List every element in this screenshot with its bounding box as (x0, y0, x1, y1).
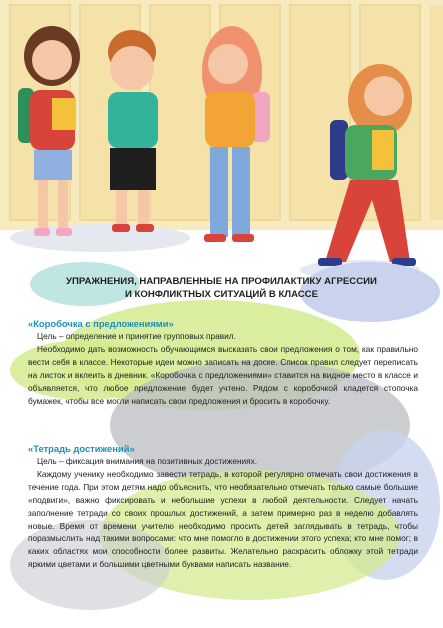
page-title-line2: И КОНФЛИКТНЫХ СИТУАЦИЙ В КЛАССЕ (124, 288, 319, 300)
section1-heading: «Коробочка с предложениями» (28, 318, 174, 329)
section1-paragraph-text: Необходимо дать возможность обучающимся высказать свои предложения о том, как правильно вести себя в классе. Некоторые идеи можно записать на доске. Список правил следует переписать на листок и вклеить в дневник. «Коробочка с предложениями» ставится на видное место в классе и объявляется, что любое предложение будет учтено. Рядом с коробочкой кладется стопочка бумажек, чтобы все могли написать свои предложения и бросить в коробочку. (28, 343, 418, 406)
section2-body (28, 455, 418, 571)
section2-heading: «Тетрадь достижений» (28, 443, 135, 454)
section1-paragraph-goal: Цель – определение и принятие групповых правил. (37, 331, 236, 341)
page-title (40, 276, 403, 301)
section2-paragraph-goal: Цель – фиксация внимания на позитивных достижениях. (37, 456, 258, 466)
page-title-line1: УПРАЖНЕНИЯ, НАПРАВЛЕННЫЕ НА ПРОФИЛАКТИКУ АГРЕССИИ (66, 276, 377, 287)
section2-paragraph-text: Каждому ученику необходимо завести тетрадь, в которой регулярно отмечать свои достижения в течение года. При этом детям надо объяснить, что необязательно отмечать только самые большие «подвиги», важно фиксировать и небольшие успехи в любой деятельности. Следует начать заполнение тетради со своих прошлых достижений, а затем примерно раз в неделю добавлять новые. Время от времени учителю необходимо просить детей заглядывать в тетрадь, чтобы поразмыслить над такими вопросами: что мне помогло в достижении этого успеха; кто мне помог; в каких областях мои способности более развиты. Желательно раскрасить обложку этой тетради яркими цветами и большими цветными буквами написать название. (28, 468, 418, 570)
section1-body (28, 330, 418, 407)
